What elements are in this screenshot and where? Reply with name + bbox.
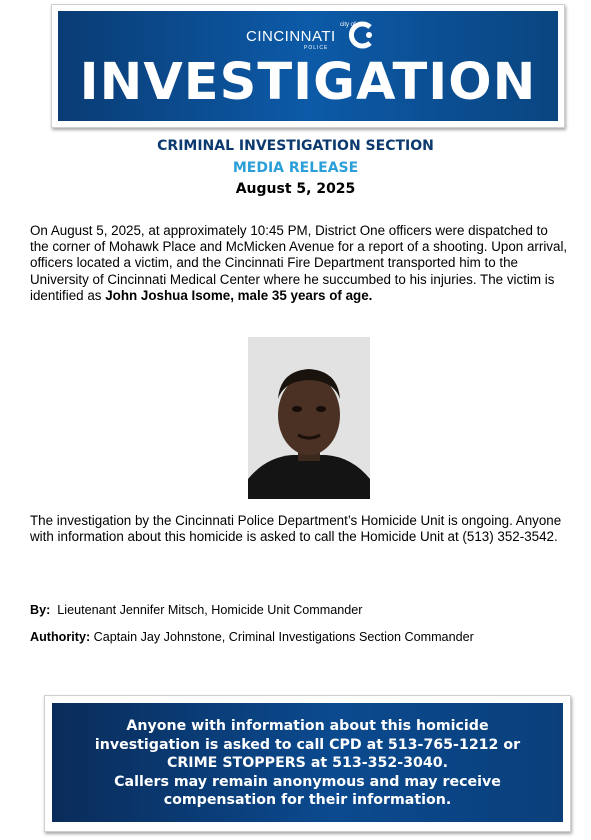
authority-value: Captain Jay Johnstone, Criminal Investigations Section Commander bbox=[93, 630, 474, 644]
investigation-banner bbox=[58, 11, 558, 121]
banner-title: INVESTIGATION bbox=[79, 53, 537, 112]
tip-line-banner bbox=[52, 703, 563, 822]
banner-frame bbox=[51, 4, 565, 128]
footer-line: Callers may remain anonymous and may receive bbox=[114, 773, 501, 790]
victim-identity: John Joshua Isome, male 35 years of age. bbox=[105, 287, 373, 303]
logo-city-name: CINCINNATI bbox=[246, 28, 336, 45]
release-date: August 5, 2025 bbox=[235, 181, 356, 197]
by-label: By: bbox=[30, 603, 51, 617]
by-value: Lieutenant Jennifer Mitsch, Homicide Unit Commander bbox=[57, 603, 363, 617]
authority-label: Authority: bbox=[30, 630, 91, 644]
incident-paragraph bbox=[30, 223, 570, 304]
footer-line: Anyone with information about this homicide bbox=[126, 718, 489, 734]
section-heading: CRIMINAL INVESTIGATION SECTION bbox=[157, 138, 434, 154]
footer-line: CRIME STOPPERS at 513-352-3040. bbox=[166, 755, 449, 771]
by-line bbox=[30, 603, 362, 617]
media-release-heading: MEDIA RELEASE bbox=[232, 160, 359, 176]
incident-text: On August 5, 2025, at approximately 10:45 PM, District One officers were dispatched to the corner of Mohawk Place and McMicken Avenue for a report of a shooting. Upon arrival, officers located a victim, and the Cincinnati Fire Department transported him to the University of Cincinnati Medical Center where he succumbed to his injuries. The victim is identified as bbox=[30, 223, 568, 303]
investigation-paragraph: The investigation by the Cincinnati Police Department’s Homicide Unit is ongoing. Anyone with information about this homicide is asked to call the Homicide Unit at (513) 352-3542. bbox=[30, 513, 562, 545]
victim-portrait-image bbox=[248, 337, 370, 499]
footer-frame bbox=[44, 695, 571, 832]
footer-line: compensation for their information. bbox=[163, 792, 452, 808]
footer-line: investigation is asked to call CPD at 513-765-1212 or bbox=[94, 736, 521, 753]
victim-photo bbox=[248, 337, 370, 499]
logo-police: POLICE bbox=[304, 45, 329, 51]
logo-city-of: city of bbox=[340, 22, 356, 28]
cincinnati-police-logo bbox=[246, 20, 376, 54]
cincinnati-c-icon bbox=[348, 20, 378, 50]
authority-line bbox=[30, 630, 474, 644]
